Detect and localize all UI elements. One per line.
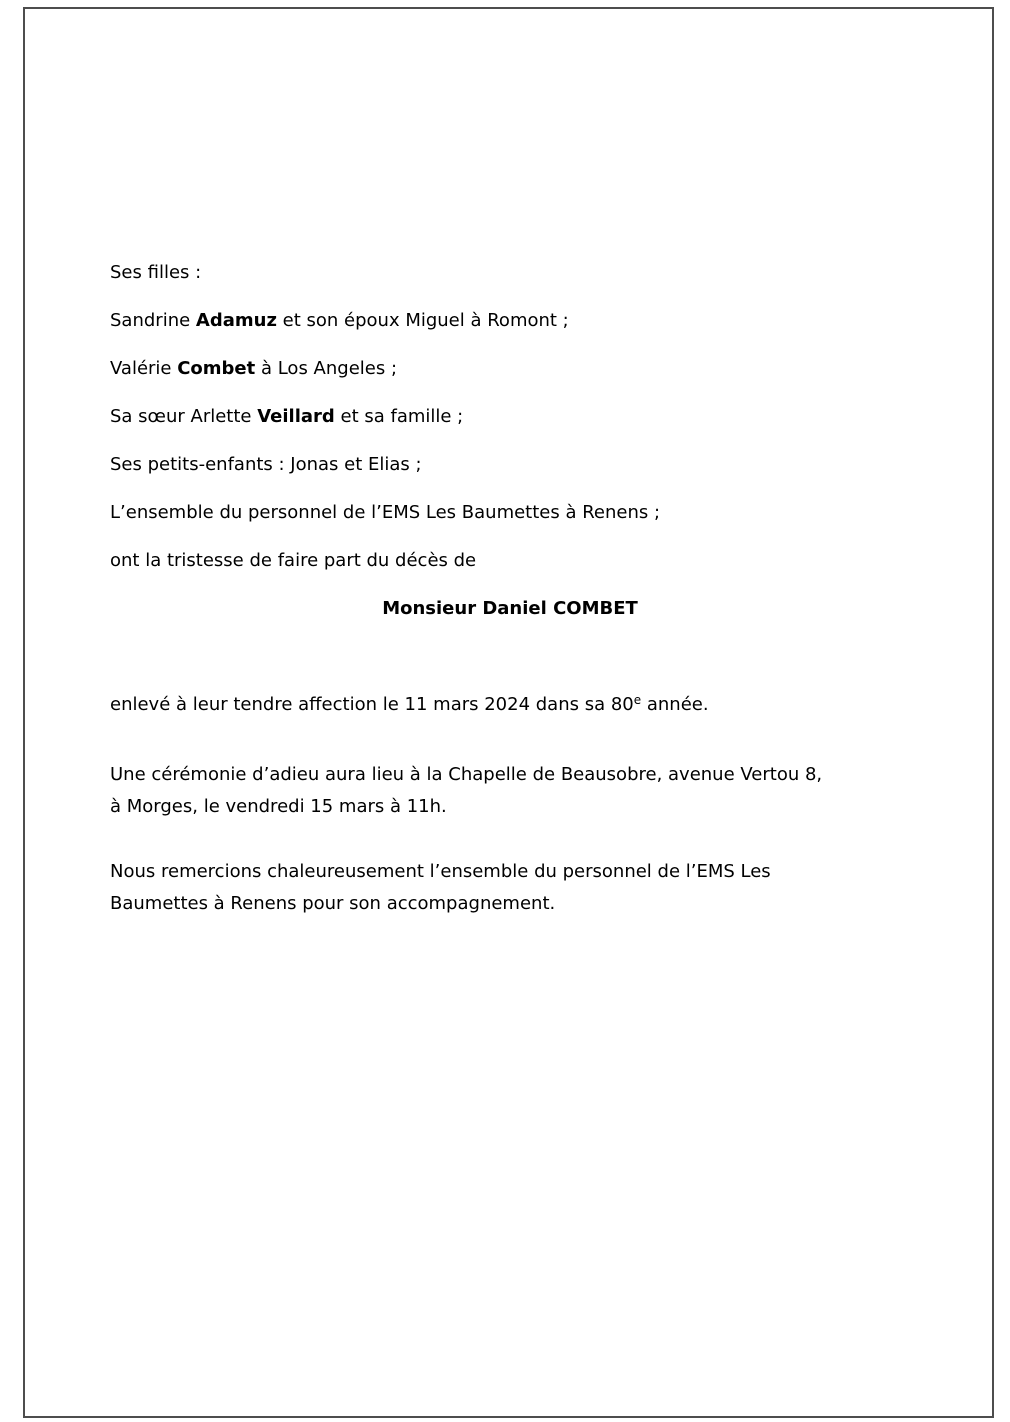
sister-post: et sa famille ; [334,406,464,427]
obituary-content [110,0,910,920]
thanks-paragraph [110,856,910,920]
grandchildren-line [110,449,910,481]
death-line [110,689,910,721]
intro-line [110,257,910,289]
death-post: année. [641,694,709,715]
sorrow-text: ont la tristesse de faire part du décès de [110,550,477,571]
staff-line [110,497,910,529]
ceremony-line-2: à Morges, le vendredi 15 mars à 11h. [110,796,447,817]
sister-line [110,401,910,433]
daughter2-pre: Valérie [110,358,178,379]
deceased-name-title: Monsieur Daniel COMBET [382,598,638,619]
daughter-line-1 [110,305,910,337]
daughter2-post: à Los Angeles ; [255,358,398,379]
daughter1-pre: Sandrine [110,310,196,331]
sister-surname: Veillard [257,406,335,427]
ceremony-paragraph [110,759,910,823]
thanks-line-1: Nous remercions chaleureusement l’ensemble du personnel de l’EMS Les [110,861,771,882]
staff-text: L’ensemble du personnel de l’EMS Les Baumettes à Renens ; [110,502,661,523]
sister-pre: Sa sœur Arlette [110,406,258,427]
death-pre: enlevé à leur tendre affection le 11 mars 2024 dans sa 80 [110,694,634,715]
death-ordinal-superscript: e [633,693,642,707]
sorrow-line [110,545,910,577]
daughter-line-2 [110,353,910,385]
thanks-line-2: Baumettes à Renens pour son accompagnement. [110,893,556,914]
daughter1-surname: Adamuz [195,310,277,331]
daughter1-post: et son époux Miguel à Romont ; [276,310,569,331]
intro-text: Ses filles : [110,262,202,283]
ceremony-line-1: Une cérémonie d’adieu aura lieu à la Chapelle de Beausobre, avenue Vertou 8, [110,764,823,785]
grandchildren-text: Ses petits-enfants : Jonas et Elias ; [110,454,422,475]
daughter2-surname: Combet [177,358,256,379]
